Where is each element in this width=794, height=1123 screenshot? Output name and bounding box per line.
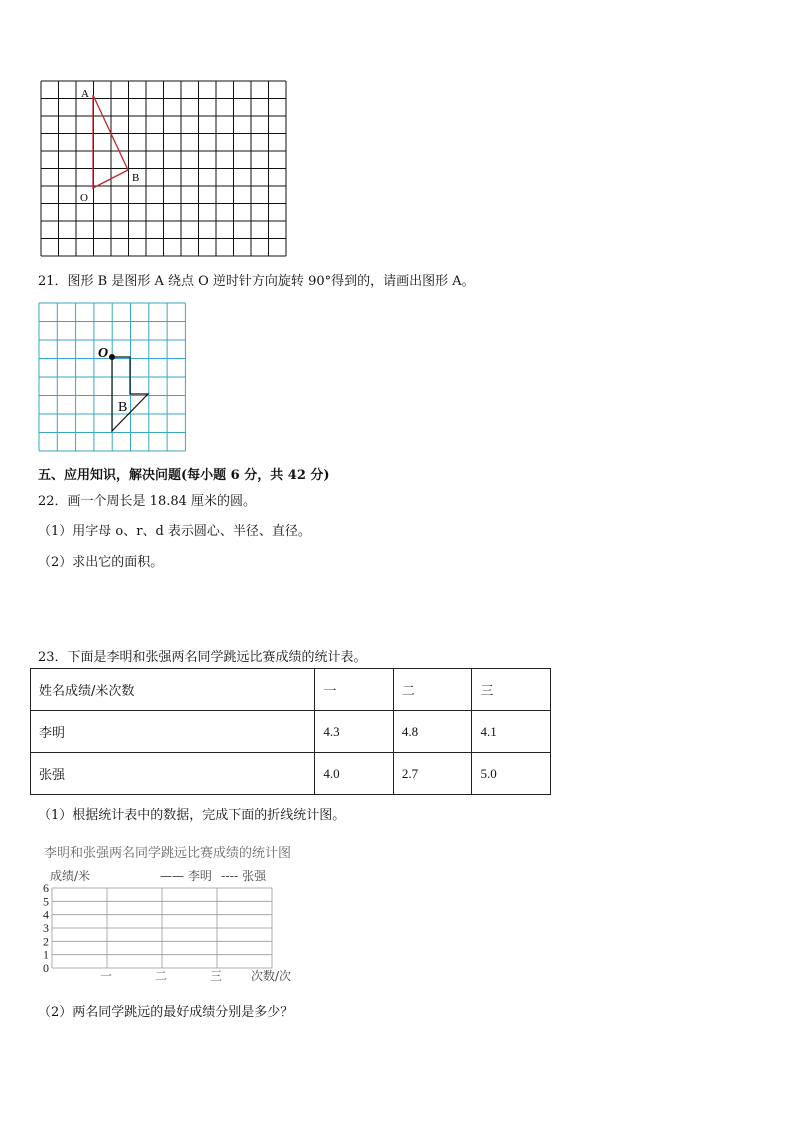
question-22-sub2: （2）求出它的面积。 bbox=[38, 555, 164, 570]
table-header-cell: 一 bbox=[315, 669, 394, 711]
question-22-sub1: （1）用字母 o、r、d 表示圆心、半径、直径。 bbox=[38, 524, 311, 539]
question-23: 23．下面是李明和张强两名同学跳远比赛成绩的统计表。 bbox=[38, 650, 367, 665]
grid-figure-2 bbox=[38, 302, 188, 454]
chart-y-tick: 5 bbox=[43, 894, 49, 909]
question-23-sub1: （1）根据统计表中的数据，完成下面的折线统计图。 bbox=[38, 808, 346, 823]
question-22: 22．画一个周长是 18.84 厘米的圆。 bbox=[38, 494, 257, 509]
chart-y-tick: 1 bbox=[43, 947, 49, 962]
point-o-label-2: O bbox=[98, 346, 109, 361]
table-header-cell: 二 bbox=[393, 669, 472, 711]
question-21: 21．图形 B 是图形 A 绕点 O 逆时针方向旋转 90°得到的，请画出图形 A。 bbox=[38, 274, 475, 289]
table-cell-name: 张强 bbox=[31, 753, 315, 795]
grid-figure-1 bbox=[40, 80, 288, 260]
score-table bbox=[30, 668, 551, 795]
chart-x-label: 次数/次 bbox=[251, 969, 292, 983]
table-row bbox=[31, 711, 551, 753]
point-b-label: B bbox=[132, 172, 140, 184]
point-a-label: A bbox=[81, 88, 89, 100]
section-5-heading: 五、应用知识，解决问题(每小题 6 分，共 42 分) bbox=[38, 468, 330, 483]
chart-y-label: 成绩/米 bbox=[50, 869, 91, 883]
chart-y-tick: 6 bbox=[43, 881, 49, 895]
chart-x-tick: 二 bbox=[155, 969, 168, 983]
chart-x-tick: 一 bbox=[100, 969, 113, 983]
chart-legend-zhang: ---- 张强 bbox=[221, 869, 267, 883]
chart-y-tick: 2 bbox=[43, 934, 49, 949]
chart-y-tick: 4 bbox=[43, 907, 49, 922]
chart-y-tick: 0 bbox=[43, 961, 49, 975]
chart-title: 李明和张强两名同学跳远比赛成绩的统计图 bbox=[44, 846, 292, 861]
table-cell: 4.1 bbox=[472, 711, 551, 753]
table-cell: 4.0 bbox=[315, 753, 394, 795]
question-23-sub2: （2）两名同学跳远的最好成绩分别是多少？ bbox=[38, 1005, 294, 1020]
table-row bbox=[31, 753, 551, 795]
table-cell-name: 李明 bbox=[31, 711, 315, 753]
table-header-cell: 三 bbox=[472, 669, 551, 711]
table-cell: 4.3 bbox=[315, 711, 394, 753]
point-o-label: O bbox=[80, 192, 88, 204]
chart-x-tick: 三 bbox=[210, 969, 223, 983]
table-header-row bbox=[31, 669, 551, 711]
line-chart bbox=[38, 864, 318, 986]
chart-y-tick: 3 bbox=[43, 921, 49, 935]
table-cell: 4.8 bbox=[393, 711, 472, 753]
table-header-cell: 姓名成绩/米次数 bbox=[31, 669, 315, 711]
table-cell: 2.7 bbox=[393, 753, 472, 795]
shape-b-label: B bbox=[118, 400, 128, 415]
table-cell: 5.0 bbox=[472, 753, 551, 795]
chart-legend-li: —— 李明 bbox=[160, 869, 212, 883]
